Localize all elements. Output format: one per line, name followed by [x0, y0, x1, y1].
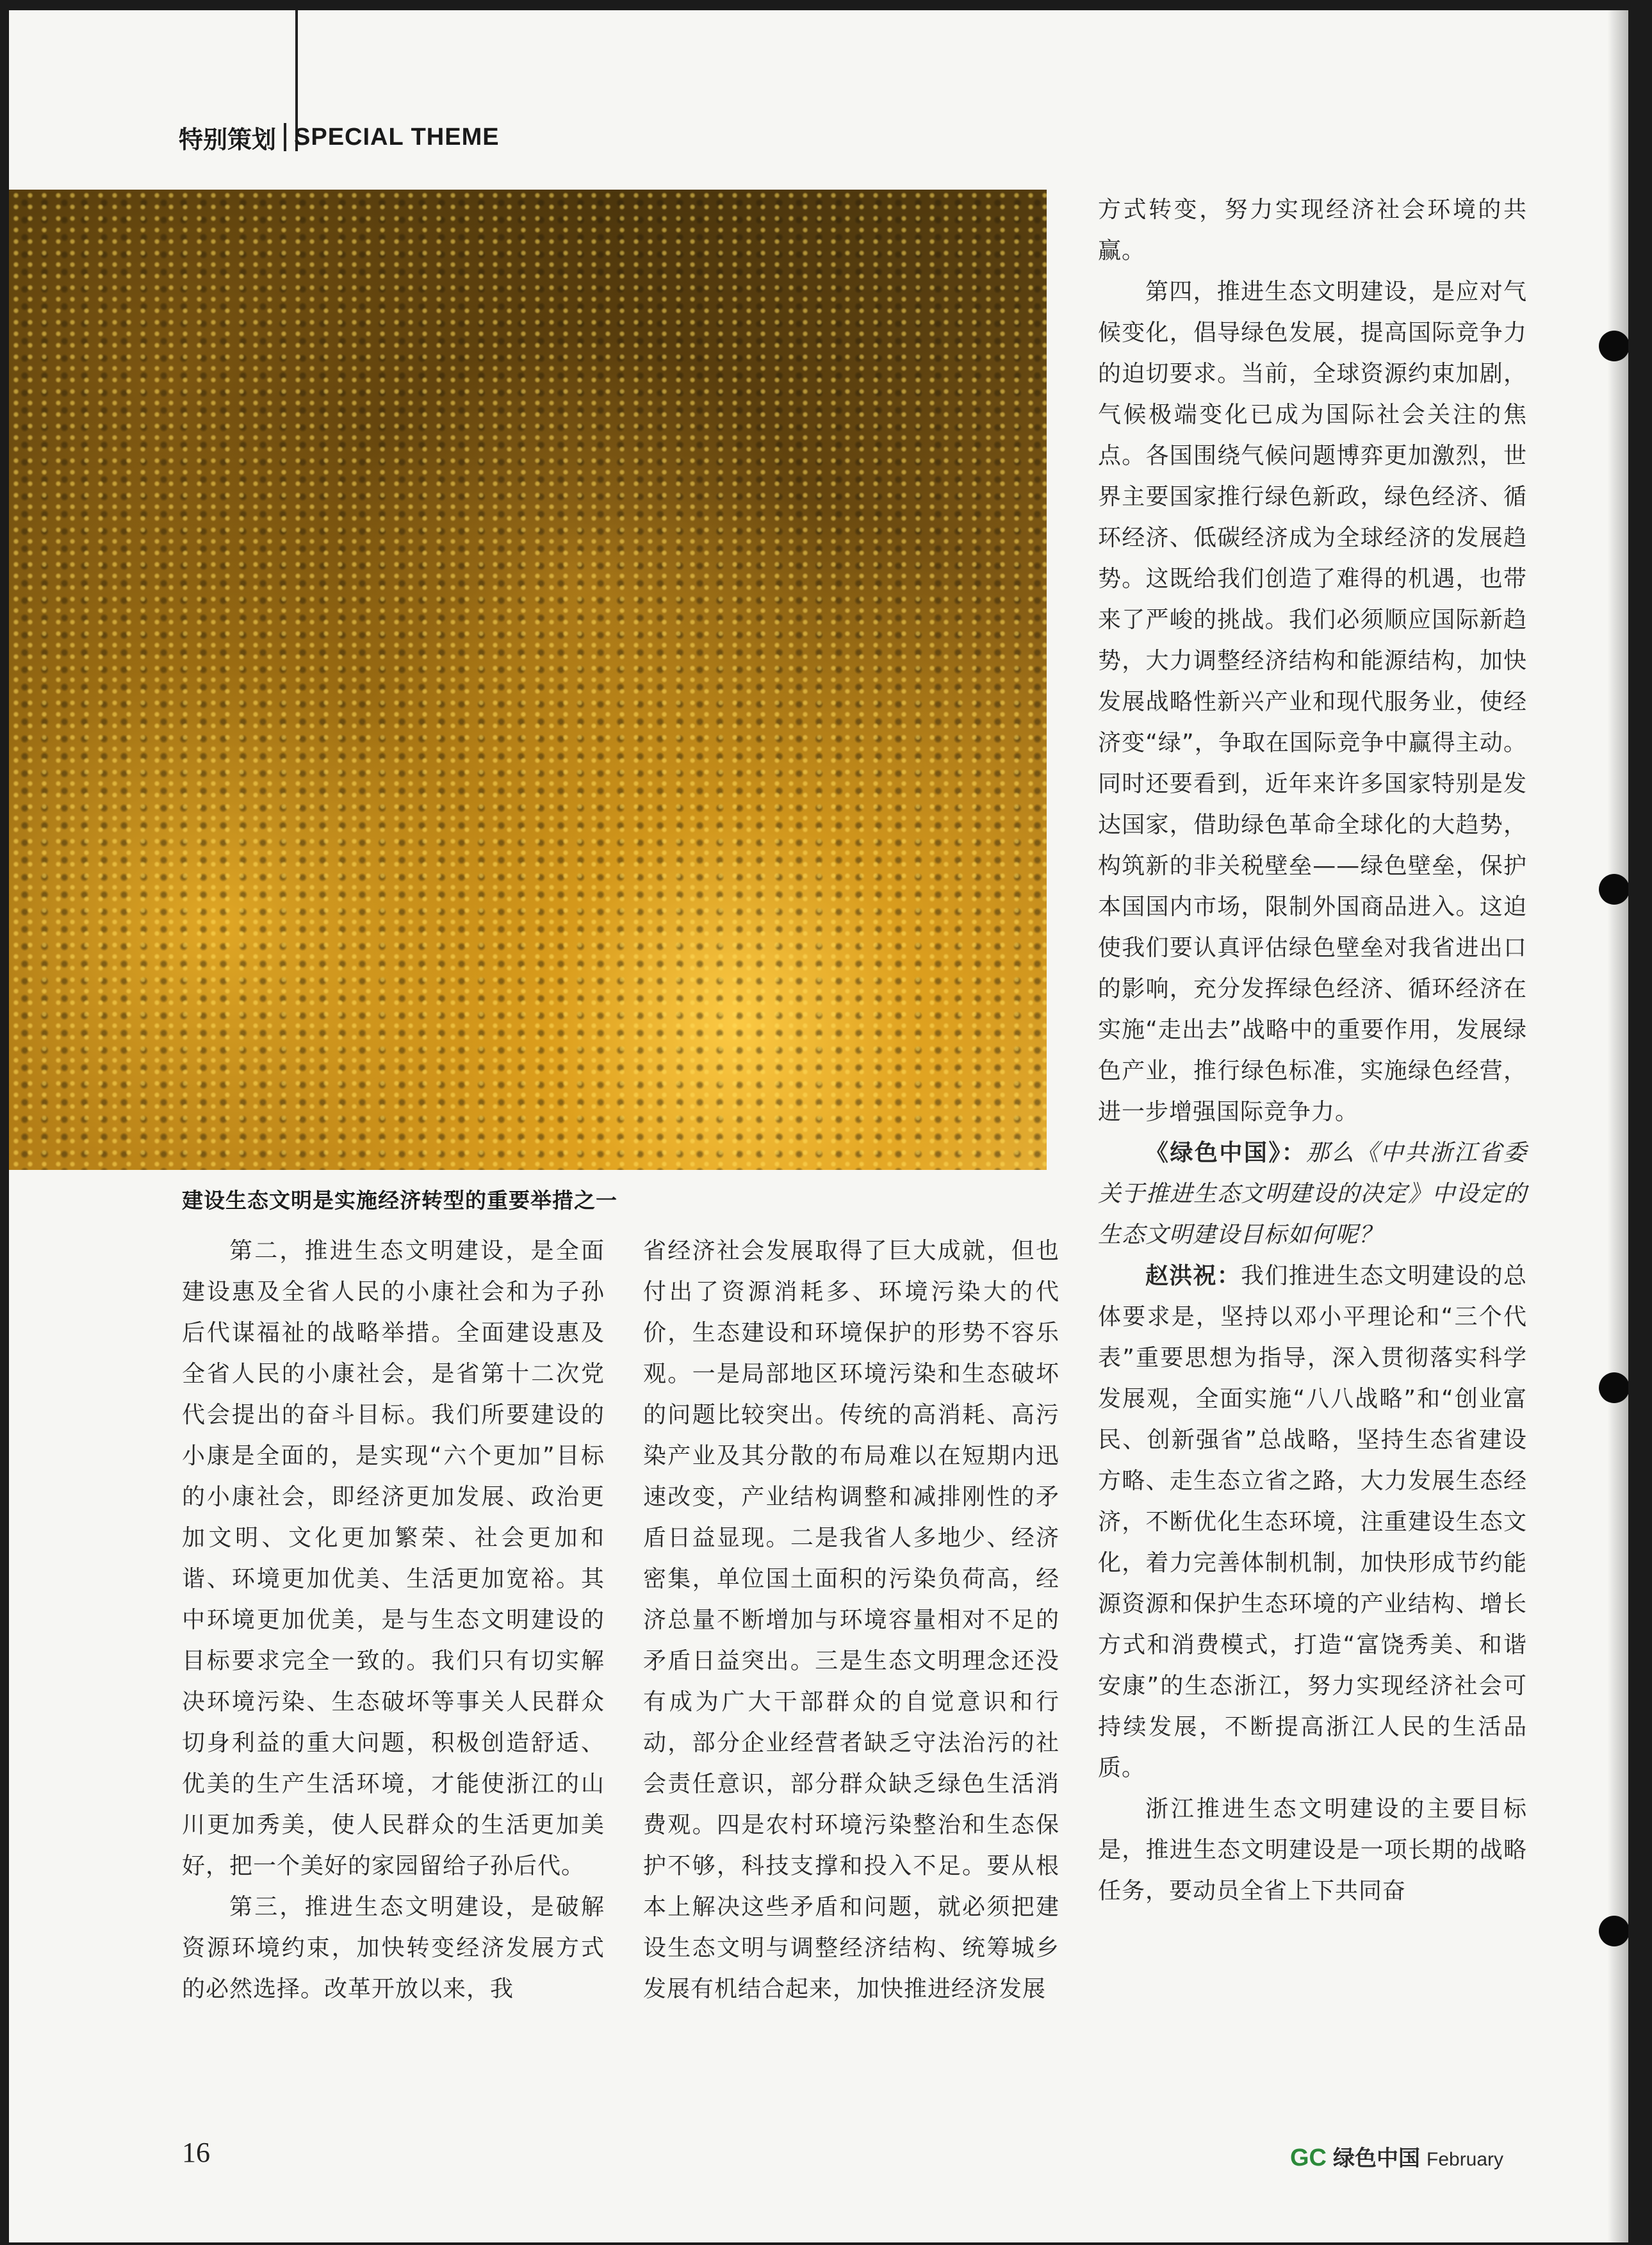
- punch-hole-icon: [1599, 1372, 1628, 1403]
- footer-brand: [1290, 2141, 1503, 2172]
- paragraph: 第四，推进生态文明建设，是应对气候变化，倡导绿色发展，提高国际竞争力的迫切要求。当前，全球资源约束加剧，气候极端变化已成为国际社会关注的焦点。各国围绕气候问题博弈更加激烈，世界主要国家推行绿色新政，绿色经济、循环经济、低碳经济成为全球经济的发展趋势。这既给我们创造了难得的机遇，也带来了严峻的挑战。我们必须顺应国际新趋势，大力调整经济结构和能源结构，加快发展战略性新兴产业和现代服务业，使经济变“绿”，争取在国际竞争中赢得主动。同时还要看到，近年来许多国家特别是发达国家，借助绿色革命全球化的大趋势，构筑新的非关税壁垒——绿色壁垒，保护本国国内市场，限制外国商品进入。这迫使我们要认真评估绿色壁垒对我省进出口的影响，充分发挥绿色经济、循环经济在实施“走出去”战略中的重要作用，发展绿色产业，推行绿色标准，实施绿色经营，进一步增强国际竞争力。: [1098, 279, 1527, 1125]
- autumn-forest-photo: [9, 190, 1047, 1170]
- punch-hole-icon: [1599, 874, 1628, 905]
- magazine-page: [9, 10, 1628, 2242]
- page-number: 16: [182, 2137, 210, 2168]
- paragraph: 第二，推进生态文明建设，是全面建设惠及全省人民的小康社会和为子孙后代谋福祉的战略举措。全面建设惠及全省人民的小康社会，是省第十二次党代会提出的奋斗目标。我们所要建设的小康是全面的，是实现“六个更加”目标的小康社会，即经济更加发展、政治更加文明、文化更加繁荣、社会更加和谐、环境更加优美、生活更加宽裕。其中环境更加优美，是与生态文明建设的目标要求完全一致的。我们只有切实解决环境污染、生态破坏等事关人民群众切身利益的重大问题，积极创造舒适、优美的生产生活环境，才能使浙江的山川更加秀美，使人民群众的生活更加美好，把一个美好的家园留给子孙后代。: [182, 1238, 605, 1879]
- answer-speaker: 赵洪祝：: [1145, 1263, 1241, 1289]
- issue-month: February: [1427, 2149, 1504, 2170]
- question-lead: 《绿色中国》：: [1145, 1140, 1307, 1166]
- left-column: [182, 1231, 605, 2010]
- header-separator: [284, 123, 286, 151]
- section-title-en: SPECIAL THEME: [294, 123, 500, 151]
- paragraph: 第三，推进生态文明建设，是破解资源环境约束，加快转变经济发展方式的必然选择。改革开放以来，我: [182, 1894, 605, 2002]
- paragraph: 浙江推进生态文明建设的主要目标是，推进生态文明建设是一项长期的战略任务，要动员全省上下共同奋: [1098, 1796, 1527, 1904]
- right-column-top: [1098, 190, 1527, 1912]
- interview-question: [1098, 1133, 1527, 1256]
- interview-answer: [1098, 1256, 1527, 1789]
- gc-logo-icon: GC: [1290, 2144, 1327, 2171]
- answer-text: 我们推进生态文明建设的总体要求是，坚持以邓小平理论和“三个代表”重要思想为指导，深入贯彻落实科学发展观，全面实施“八八战略”和“创业富民、创新强省”总战略，坚持生态省建设方略、走生态立省之路，大力发展生态经济，不断优化生态环境，注重建设生态文化，着力完善体制机制，加快形成节约能源资源和保护生态环境的产业结构、增长方式和消费模式，打造“富饶秀美、和谐安康”的生态浙江，努力实现经济社会可持续发展，不断提高浙江人民的生活品质。: [1098, 1263, 1527, 1781]
- magazine-name: 绿色中国: [1333, 2146, 1420, 2171]
- section-title-cn: 特别策划: [179, 125, 277, 154]
- punch-hole-icon: [1599, 1916, 1628, 1946]
- section-header: [179, 118, 500, 156]
- paragraph: 省经济社会发展取得了巨大成就，但也付出了资源消耗多、环境污染大的代价，生态建设和环境保护的形势不容乐观。一是局部地区环境污染和生态破坏的问题比较突出。传统的高消耗、高污染产业及其分散的布局难以在短期内迅速改变，产业结构调整和减排刚性的矛盾日益显现。二是我省人多地少、经济密集，单位国土面积的污染负荷高，经济总量不断增加与环境容量相对不足的矛盾日益突出。三是生态文明理念还没有成为广大干部群众的自觉意识和行动，部分企业经营者缺乏守法治污的社会责任意识，部分群众缺乏绿色生活消费观。四是农村环境污染整治和生态保护不够，科技支撑和投入不足。要从根本上解决这些矛盾和问题，就必须把建设生态文明与调整经济结构、统筹城乡发展有机结合起来，加快推进经济发展: [643, 1238, 1059, 2002]
- paragraph: 方式转变，努力实现经济社会环境的共赢。: [1098, 197, 1527, 264]
- photo-caption: 建设生态文明是实施经济转型的重要举措之一: [182, 1188, 617, 1213]
- punch-hole-icon: [1599, 331, 1628, 361]
- middle-column: [643, 1231, 1059, 2010]
- question-text: 那么《中共浙江省委关于推进生态文明建设的决定》中设定的生态文明建设目标如何呢？: [1098, 1140, 1527, 1248]
